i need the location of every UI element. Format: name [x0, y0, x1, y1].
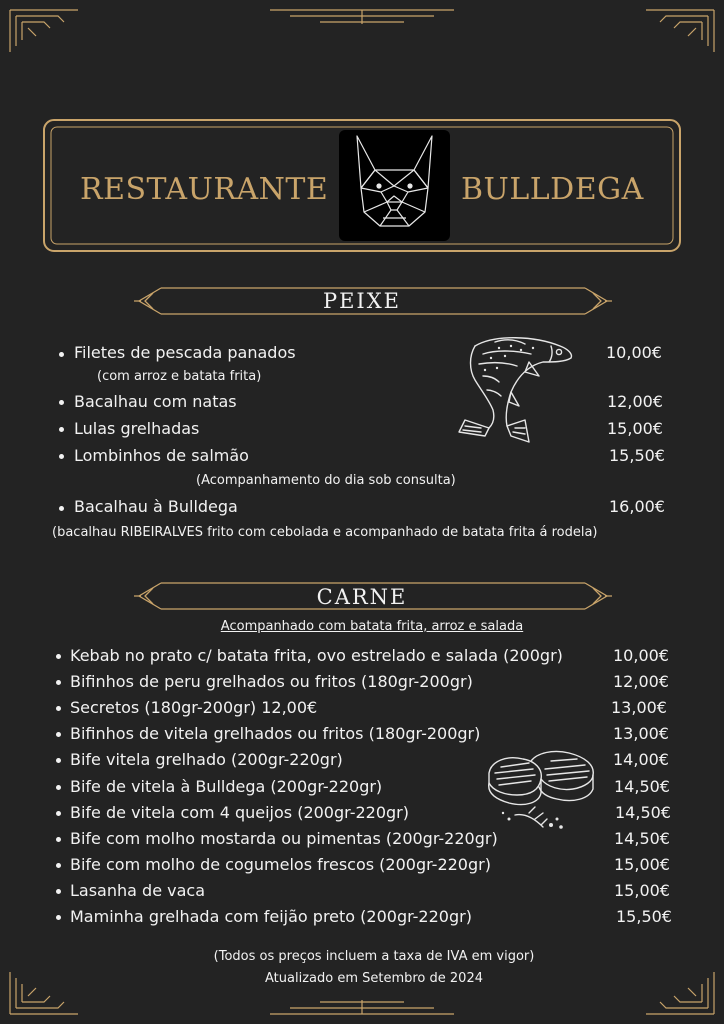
carne-section-title: CARNE: [316, 585, 408, 609]
item-name: Lasanha de vaca: [70, 881, 205, 900]
fish-icon: [455, 332, 580, 450]
item-name: Bife com molho mostarda ou pimentas (200gr-220gr): [70, 829, 498, 848]
bullet-icon: [56, 706, 61, 711]
bullet-icon: [59, 352, 64, 357]
bullet-icon: [59, 400, 64, 405]
logo: [339, 130, 450, 241]
item-name: Lulas grelhadas: [74, 419, 200, 438]
item-price: 14,00€: [613, 750, 669, 769]
item-name: Bife de vitela com 4 queijos (200gr-220gr): [70, 803, 409, 822]
peixe-section-title: PEIXE: [322, 289, 402, 313]
item-price: 15,00€: [614, 855, 670, 874]
item-price: 13,00€: [611, 698, 667, 717]
bullet-icon: [56, 654, 61, 659]
item-price: 14,50€: [614, 829, 670, 848]
item-name: Filetes de pescada panados: [74, 343, 296, 362]
footer-tax-note: (Todos os preços incluem a taxa de IVA em vigor): [213, 949, 535, 964]
item-price: 14,50€: [615, 803, 671, 822]
item-name: Bife com molho de cogumelos frescos (200gr-220gr): [70, 855, 491, 874]
item-price: 12,00€: [613, 672, 669, 691]
bullet-icon: [59, 427, 64, 432]
item-name: Bacalhau à Bulldega: [74, 497, 238, 516]
bullet-icon: [56, 863, 61, 868]
carne-subtitle: Acompanhado com batata frita, arroz e salada: [220, 619, 524, 634]
item-price: 14,50€: [614, 777, 670, 796]
bullet-icon: [59, 506, 64, 511]
item-name: Bife de vitela à Bulldega (200gr-220gr): [70, 777, 383, 796]
item-price: 13,00€: [613, 724, 669, 743]
bottom-center-ornament-icon: [270, 998, 454, 1016]
item-name: Kebab no prato c/ batata frita, ovo estrelado e salada (200gr): [70, 646, 563, 665]
bullet-icon: [56, 915, 61, 920]
item-name: Bife vitela grelhado (200gr-220gr): [70, 750, 343, 769]
item-name: Bifinhos de vitela grelhados ou fritos (180gr-200gr): [70, 724, 481, 743]
top-center-ornament-icon: [270, 8, 454, 26]
bullet-icon: [56, 785, 61, 790]
item-price: 12,00€: [607, 392, 663, 411]
item-note: (Acompanhamento do dia sob consulta): [196, 473, 456, 488]
item-price: 10,00€: [606, 343, 662, 362]
bullet-icon: [56, 837, 61, 842]
bullet-icon: [56, 758, 61, 763]
item-name: Bifinhos de peru grelhados ou fritos (180gr-200gr): [70, 672, 473, 691]
bullet-icon: [56, 732, 61, 737]
item-price: 10,00€: [613, 646, 669, 665]
item-note: (com arroz e batata frita): [97, 369, 262, 384]
steak-icon: [485, 747, 599, 835]
corner-ornament-top-left-icon: [8, 8, 80, 54]
bullet-icon: [56, 811, 61, 816]
corner-ornament-top-right-icon: [644, 8, 716, 54]
restaurant-name-right: BULLDEGA: [461, 172, 644, 207]
item-name: Maminha grelhada com feijão preto (200gr-220gr): [70, 907, 472, 926]
bulldog-head-geometric-icon: [339, 130, 450, 241]
item-name: Bacalhau com natas: [74, 392, 237, 411]
item-price: 16,00€: [609, 497, 665, 516]
bullet-icon: [56, 889, 61, 894]
restaurant-name-left: RESTAURANTE: [80, 172, 329, 207]
item-price: 15,50€: [616, 907, 672, 926]
item-name: Lombinhos de salmão: [74, 446, 249, 465]
bullet-icon: [59, 454, 64, 459]
footer-updated-date: Atualizado em Setembro de 2024: [265, 971, 483, 986]
item-price: 15,50€: [609, 446, 665, 465]
bullet-icon: [56, 680, 61, 685]
item-price: 15,00€: [607, 419, 663, 438]
item-note: (bacalhau RIBEIRALVES frito com cebolada e acompanhado de batata frita á rodela): [52, 525, 598, 540]
item-name: Secretos (180gr-200gr) 12,00€: [70, 698, 318, 717]
item-price: 15,00€: [614, 881, 670, 900]
